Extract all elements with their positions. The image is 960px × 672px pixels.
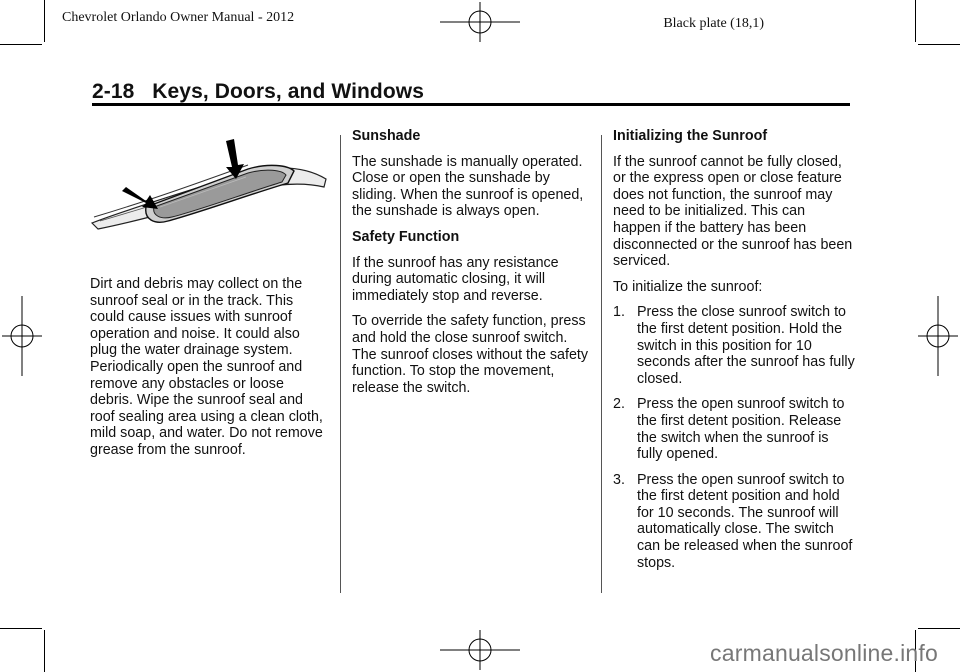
list-item xyxy=(613,472,855,572)
safety-text-1: If the sunroof has any resistance during automatic closing, it will immediately stop and reverse. xyxy=(352,254,559,304)
registration-mark-bottom xyxy=(440,630,520,670)
section-name: Keys, Doors, and Windows xyxy=(152,80,424,103)
initializing-lead: To initialize the sunroof: xyxy=(613,278,763,295)
column-divider xyxy=(601,135,602,593)
running-header-right: Black plate (18,1) xyxy=(663,16,764,31)
initializing-heading: Initializing the Sunroof xyxy=(613,128,768,144)
step-number: 1. xyxy=(613,304,625,321)
watermark: carmanualsonline.info xyxy=(710,640,938,666)
column-1 xyxy=(90,276,330,468)
registration-mark-left xyxy=(2,296,42,376)
column-divider xyxy=(340,135,341,593)
registration-mark-right xyxy=(918,296,958,376)
list-item xyxy=(613,396,855,462)
safety-heading: Safety Function xyxy=(352,228,460,245)
sunshade-heading: Sunshade xyxy=(352,128,421,144)
debris-paragraph: Dirt and debris may collect on the sunroof seal or in the track. This could cause issues with sunroof operation and noise. It could also plug the water drainage system. Periodically open the sunroof and remove any obstacles or loose debris. Wipe the sunroof seal and roof sealing area using a clean cloth, mild soap, and water. Do not remove grease from the sunroof. xyxy=(90,276,323,458)
steps-list xyxy=(613,304,855,571)
sunshade-text: The sunshade is manually operated. Close or open the sunshade by sliding. When the sunroof is opened, the sunshade is always open. xyxy=(352,153,584,220)
registration-mark-top xyxy=(440,2,520,42)
section-title xyxy=(92,80,424,104)
step-number: 3. xyxy=(613,471,625,488)
page-number: 2-18 xyxy=(92,80,135,103)
list-item xyxy=(613,304,855,387)
step-text: Press the open sunroof switch to the first detent position and hold for 10 seconds. The sunroof will automatically close. The switch can be released when the sunroof stops. xyxy=(637,471,853,571)
sunroof-illustration xyxy=(88,135,332,235)
column-2 xyxy=(352,128,592,405)
title-rule xyxy=(92,103,850,106)
step-text: Press the close sunroof switch to the first detent position. Hold the switch in this position for 10 seconds after the sunroof has fully closed. xyxy=(637,304,855,387)
initializing-intro: If the sunroof cannot be fully closed, or the express open or close feature does not function, the sunroof may need to be initialized. This can happen if the battery has been disconnected or the sunroof has been serviced. xyxy=(613,153,853,270)
column-3 xyxy=(613,128,855,580)
running-header-left: Chevrolet Orlando Owner Manual - 2012 xyxy=(62,10,295,25)
step-text: Press the open sunroof switch to the first detent position. Release the switch when the sunroof is fully opened. xyxy=(637,396,845,463)
step-number: 2. xyxy=(613,396,625,413)
safety-text-2: To override the safety function, press and hold the close sunroof switch. The sunroof closes without the safety function. To stop the movement, release the switch. xyxy=(352,313,589,396)
